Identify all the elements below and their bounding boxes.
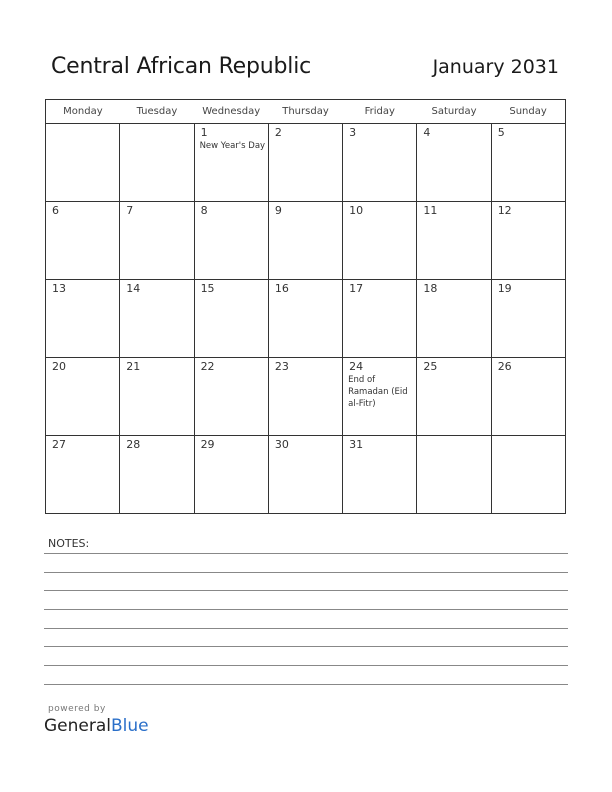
- brand-logo: [44, 716, 149, 736]
- day-number: 4: [423, 126, 431, 139]
- day-cell: [46, 280, 120, 358]
- day-number: 11: [423, 204, 438, 217]
- day-cell: [417, 358, 491, 436]
- day-cell: [194, 124, 268, 202]
- weekday-header: Wednesday: [194, 100, 268, 124]
- week-row: [46, 202, 566, 280]
- day-cell: [343, 358, 417, 436]
- day-cell: [268, 124, 342, 202]
- week-row: [46, 358, 566, 436]
- brand-general: General: [44, 716, 111, 736]
- calendar-grid: [45, 99, 566, 514]
- day-cell: [491, 124, 565, 202]
- day-cell: [491, 436, 565, 514]
- day-number: 31: [349, 438, 364, 451]
- notes-line: [44, 572, 568, 573]
- week-row: [46, 280, 566, 358]
- weekday-header-row: [46, 100, 566, 124]
- month-year: January 2031: [432, 56, 559, 78]
- notes-line: [44, 684, 568, 685]
- day-cell: [120, 124, 194, 202]
- day-cell: [194, 280, 268, 358]
- day-number: 25: [423, 360, 438, 373]
- week-row: [46, 436, 566, 514]
- day-number: 22: [200, 360, 215, 373]
- day-number: 2: [274, 126, 282, 139]
- day-cell: [343, 280, 417, 358]
- day-number: 15: [200, 282, 215, 295]
- day-cell: [343, 436, 417, 514]
- day-cell: [120, 358, 194, 436]
- day-number: 10: [349, 204, 364, 217]
- day-cell: [120, 202, 194, 280]
- day-cell: [46, 436, 120, 514]
- day-number: 21: [126, 360, 141, 373]
- day-cell: [194, 202, 268, 280]
- day-cell: [46, 358, 120, 436]
- day-cell: [417, 202, 491, 280]
- day-number: 26: [497, 360, 512, 373]
- day-number: 20: [52, 360, 66, 373]
- day-number: 27: [52, 438, 66, 451]
- day-number: 16: [274, 282, 289, 295]
- notes-line: [44, 590, 568, 591]
- notes-line: [44, 553, 568, 554]
- day-cell: [268, 358, 342, 436]
- calendar-title: Central African Republic: [51, 54, 312, 79]
- notes-line: [44, 646, 568, 647]
- weekday-header: Tuesday: [120, 100, 194, 124]
- day-cell: [343, 124, 417, 202]
- day-number: 18: [423, 282, 438, 295]
- day-number: 29: [200, 438, 215, 451]
- holiday-label: New Year's Day: [199, 141, 266, 151]
- week-row: [46, 124, 566, 202]
- day-cell: [491, 280, 565, 358]
- day-cell: [268, 436, 342, 514]
- day-number: 30: [274, 438, 289, 451]
- day-number: 24: [349, 360, 364, 373]
- day-cell: [46, 124, 120, 202]
- day-number: 1: [200, 126, 208, 139]
- day-cell: [491, 358, 565, 436]
- day-number: 23: [274, 360, 289, 373]
- day-cell: [268, 202, 342, 280]
- day-number: 6: [52, 204, 59, 217]
- day-cell: [120, 280, 194, 358]
- day-cell: [491, 202, 565, 280]
- notes-line: [44, 628, 568, 629]
- day-number: 8: [200, 204, 208, 217]
- day-cell: [194, 436, 268, 514]
- day-number: 14: [126, 282, 141, 295]
- day-number: 19: [497, 282, 512, 295]
- weekday-header: Monday: [46, 100, 120, 124]
- weekday-header: Sunday: [491, 100, 565, 124]
- day-number: 5: [497, 126, 505, 139]
- day-cell: [268, 280, 342, 358]
- weekday-header: Saturday: [417, 100, 491, 124]
- day-number: 7: [126, 204, 134, 217]
- day-number: 17: [349, 282, 364, 295]
- day-number: 13: [52, 282, 66, 295]
- day-cell: [194, 358, 268, 436]
- brand-blue: Blue: [111, 716, 149, 736]
- notes-line: [44, 609, 568, 610]
- powered-by-text: powered by: [48, 704, 106, 714]
- weekday-header: Friday: [343, 100, 417, 124]
- day-cell: [120, 436, 194, 514]
- day-cell: [343, 202, 417, 280]
- day-cell: [417, 124, 491, 202]
- day-number: 12: [497, 204, 512, 217]
- notes-label: NOTES:: [48, 537, 90, 550]
- day-number: 3: [349, 126, 357, 139]
- holiday-label: End of Ramadan (Eid al-Fitr): [348, 375, 408, 409]
- day-cell: [417, 436, 491, 514]
- day-number: 28: [126, 438, 141, 451]
- day-number: 9: [274, 204, 282, 217]
- notes-line: [44, 665, 568, 666]
- day-cell: [417, 280, 491, 358]
- weekday-header: Thursday: [268, 100, 342, 124]
- day-cell: [46, 202, 120, 280]
